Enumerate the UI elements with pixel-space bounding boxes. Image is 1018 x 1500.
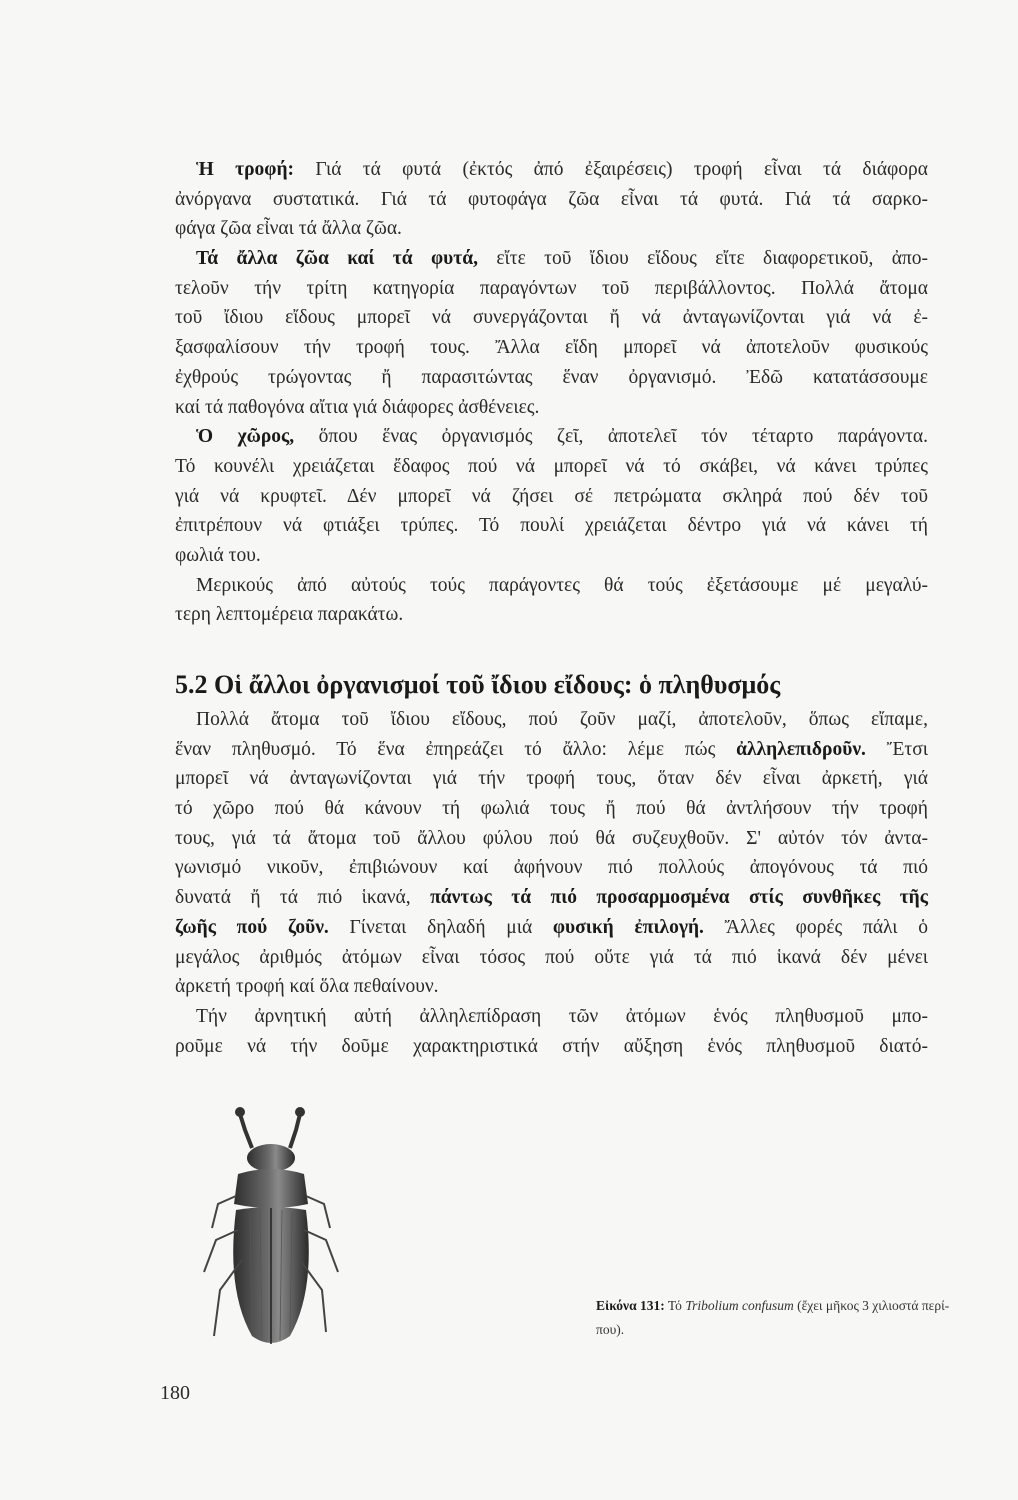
text-segment: ἐπιτρέπουν νά φτιάξει τρύπες. Τό πουλί χρειάζεται δέντρο γιά νά κάνει τή: [175, 515, 928, 537]
text-line: [175, 764, 928, 794]
figure-label: Εἰκόνα 131:: [596, 1298, 665, 1313]
paragraph: [175, 422, 928, 570]
caption-text: (ἔχει μῆκος 3 χιλιοστά περί-: [793, 1298, 950, 1313]
text-segment: τερη λεπτομέρεια παρακάτω.: [175, 604, 404, 626]
text-line: [175, 333, 928, 363]
text-line: [175, 185, 928, 215]
paragraph: [175, 155, 928, 244]
text-segment: ἀνόργανα συστατικά. Γιά τά φυτοφάγα ζῶα εἶναι τά φυτά. Γιά τά σαρκο-: [175, 188, 928, 210]
species-name: Tribolium confusum: [685, 1298, 794, 1313]
text-line: [175, 274, 928, 304]
text-segment: ἀρκετή τροφή καί ὅλα πεθαίνουν.: [175, 976, 439, 998]
text-line: [175, 794, 928, 824]
text-line: [175, 972, 928, 1002]
text-line: [175, 571, 928, 601]
text-segment: γωνισμό νικοῦν, ἐπιβιώνουν καί ἀφήνουν πιό πολλούς ἀπογόνους τά πιό: [175, 857, 928, 879]
text-line: [175, 600, 928, 630]
caption-line-2: που).: [596, 1322, 625, 1337]
text-segment: τοῦ ἴδιου εἴδους μπορεῖ νά συνεργάζονται ἤ νά ἀνταγωνίζονται γιά νά ἐ-: [175, 307, 928, 329]
text-line: [175, 422, 928, 452]
text-line: [175, 393, 928, 423]
text-line: [175, 705, 928, 735]
text-segment: τους, γιά τά ἄτομα τοῦ ἄλλου φύλου πού θά συζευχθοῦν. Σ' αὐτόν τόν ἀντα-: [175, 827, 928, 849]
text-segment: Ἔτσι: [865, 738, 928, 760]
text-segment: τό χῶρο πού θά κάνουν τή φωλιά τους ἤ πού θά ἀντλήσουν τήν τροφή: [175, 798, 928, 820]
text-segment: γιά νά κρυφτεῖ. Δέν μπορεῖ νά ζήσει σέ πετρώματα σκληρά πού δέν τοῦ: [175, 485, 928, 507]
text-segment: Μερικούς ἀπό αὐτούς τούς παράγοντες θά τούς ἐξετάσουμε μέ μεγαλύ-: [196, 574, 928, 596]
text-line: [175, 244, 928, 274]
text-line: [175, 511, 928, 541]
text-line: [175, 303, 928, 333]
bold-term: Τά ἄλλα ζῶα καί τά φυτά,: [196, 248, 479, 270]
text-line: [175, 735, 928, 765]
bold-term: ζωῆς πού ζοῦν.: [175, 916, 329, 938]
text-segment: Τό κουνέλι χρειάζεται ἔδαφος πού νά μπορεῖ νά τό σκάβει, νά κάνει τρύπες: [175, 455, 928, 477]
text-line: [175, 1032, 928, 1062]
text-line: [175, 824, 928, 854]
text-segment: μπορεῖ νά ἀνταγωνίζονται γιά τήν τροφή τους, ὅταν δέν εἶναι ἀρκετή, γιά: [175, 768, 928, 790]
paragraph: [175, 571, 928, 630]
text-line: [175, 452, 928, 482]
text-line: [175, 214, 928, 244]
page-number: 180: [160, 1382, 190, 1404]
bold-term: ἀλληλεπιδροῦν.: [736, 738, 866, 760]
text-segment: Ἄλλες φορές πάλι ὁ: [703, 916, 928, 938]
caption-line-1: [596, 1294, 950, 1318]
bold-term: Ὁ χῶρος,: [196, 426, 295, 448]
text-segment: ὅπου ἕνας ὀργανισμός ζεῖ, ἀποτελεῖ τόν τέταρτο παράγοντα.: [294, 426, 928, 448]
text-segment: ξασφαλίσουν τήν τροφή τους. Ἄλλα εἴδη μπορεῖ νά ἀποτελοῦν φυσικούς: [175, 337, 928, 359]
text-block-top: [175, 155, 928, 630]
text-segment: μεγάλος ἀριθμός ἀτόμων εἶναι τόσος πού οὔτε γιά τά πιό ἱκανά δέν μένει: [175, 946, 928, 968]
text-line: [175, 943, 928, 973]
text-segment: Πολλά ἄτομα τοῦ ἴδιου εἴδους, πού ζοῦν μαζί, ἀποτελοῦν, ὅπως εἴπαμε,: [196, 709, 928, 730]
text-line: [175, 853, 928, 883]
text-line: [175, 541, 928, 571]
text-segment: Τήν ἀρνητική αὐτή ἀλληλεπίδραση τῶν ἀτόμων ἑνός πληθυσμοῦ μπο-: [196, 1005, 928, 1027]
text-line: [175, 155, 928, 185]
text-line: [175, 913, 928, 943]
bold-term: πάντως τά πιό προσαρμοσμένα στίς συνθῆκες τῆς: [430, 887, 928, 909]
text-segment: τελοῦν τήν τρίτη κατηγορία παραγόντων τοῦ περιβάλλοντος. Πολλά ἄτομα: [175, 277, 928, 299]
text-line: [175, 883, 928, 913]
text-segment: εἴτε τοῦ ἴδιου εἴδους εἴτε διαφορετικοῦ, ἀπο-: [478, 248, 928, 270]
caption-text: Τό: [664, 1298, 686, 1313]
text-block-section: [175, 705, 928, 1061]
figure-caption: [596, 1294, 950, 1342]
text-segment: καί τά παθογόνα αἴτια γιά διάφορες ἀσθένειες.: [175, 396, 540, 418]
text-line: [175, 482, 928, 512]
text-line: [175, 363, 928, 393]
beetle-illustration: [190, 1100, 360, 1350]
text-segment: φάγα ζῶα εἶναι τά ἄλλα ζῶα.: [175, 218, 402, 240]
paragraph: [175, 1002, 928, 1061]
paragraph: [175, 244, 928, 422]
section-heading: 5.2 Οἱ ἄλλοι ὀργανισμοί τοῦ ἴδιου εἴδους: ὁ πληθυσμός: [175, 670, 781, 699]
text-line: [175, 1002, 928, 1032]
text-segment: ροῦμε νά τήν δοῦμε χαρακτηριστικά στήν αὔξηση ἑνός πληθυσμοῦ διατό-: [175, 1035, 928, 1057]
text-segment: φωλιά του.: [175, 544, 261, 566]
text-segment: ἕναν πληθυσμό. Τό ἕνα ἐπηρεάζει τό ἄλλο: λέμε πώς: [175, 738, 737, 760]
text-segment: Γιά τά φυτά (ἐκτός ἀπό ἐξαιρέσεις) τροφή εἶναι τά διάφορα: [294, 159, 928, 180]
text-segment: Γίνεται δηλαδή μιά: [328, 916, 553, 938]
text-segment: ἐχθρούς τρώγοντας ἤ παρασιτώντας ἕναν ὀργανισμό. Ἐδῶ κατατάσσουμε: [175, 366, 928, 388]
bold-term: Ἡ τροφή:: [196, 159, 295, 180]
paragraph: [175, 705, 928, 1002]
text-segment: δυνατά ἤ τά πιό ἱκανά,: [175, 887, 431, 909]
bold-term: φυσική ἐπιλογή.: [552, 916, 704, 938]
